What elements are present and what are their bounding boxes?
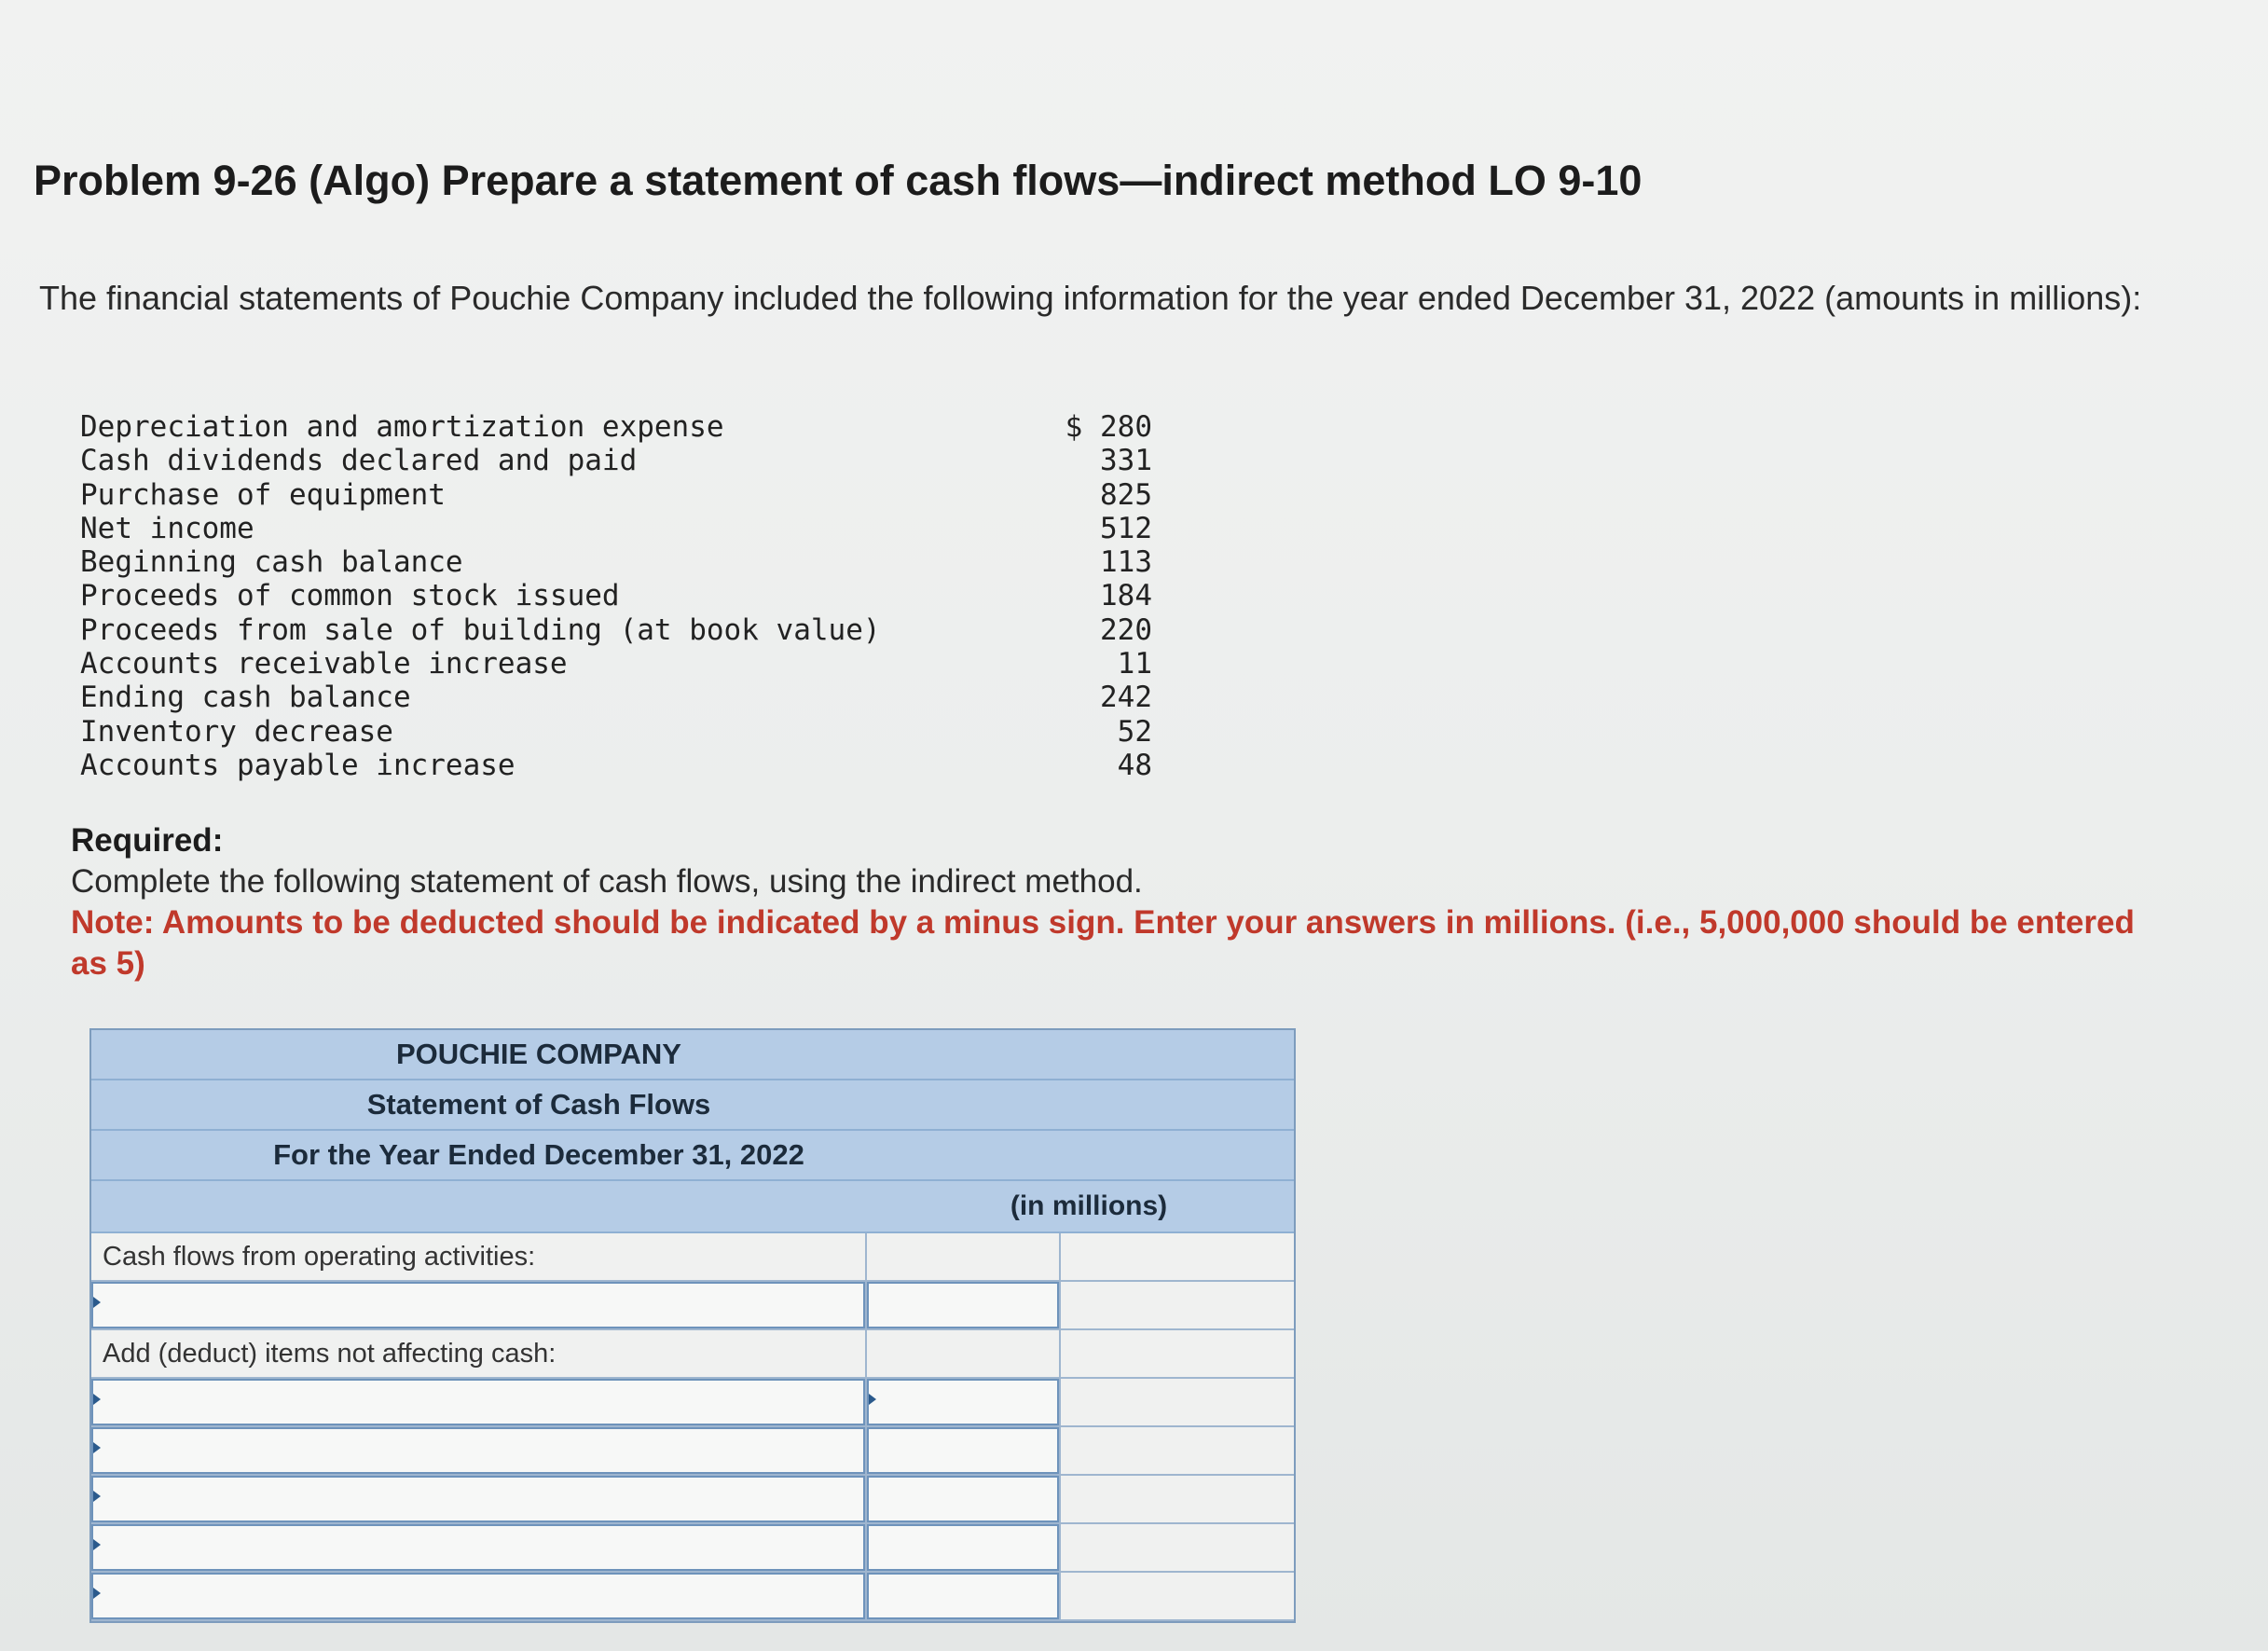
line-item-select[interactable] [91,1282,867,1328]
dropdown-input[interactable] [91,1282,865,1328]
table-row [91,1379,1294,1427]
given-row [80,749,1152,782]
line-item-select[interactable] [91,1379,867,1425]
units-label: (in millions) [1010,1190,1168,1221]
units-row [91,1181,1294,1233]
given-label: Ending cash balance [80,681,411,715]
given-value: 242 [1100,681,1152,715]
required-text: Complete the following statement of cash flows, using the indirect method. [71,863,1143,900]
table-row [91,1427,1294,1476]
given-label: Purchase of equipment [80,477,446,512]
given-row [80,512,1152,545]
given-value: 184 [1100,579,1152,613]
given-row [80,444,1152,477]
given-label: Accounts receivable increase [80,647,568,681]
cash-flow-statement-table [89,1028,1296,1623]
empty-cell [1061,1573,1294,1619]
given-label: Proceeds from sale of building (at book value) [80,612,881,647]
statement-company: POUCHIE COMPANY [91,1030,1294,1080]
given-label: Net income [80,511,254,545]
line-item-select[interactable] [91,1524,867,1571]
required-note: Note: Amounts to be deducted should be indicated by a minus sign. Enter your answers in millions. (i.e., 5,000,000 should be entered as 5) [71,904,2135,982]
given-value: 52 [1117,714,1152,749]
amount-input[interactable] [867,1573,1059,1619]
given-label: Cash dividends declared and paid [80,444,638,478]
table-row [91,1524,1294,1573]
empty-cell [1061,1524,1294,1571]
empty-cell [1061,1330,1294,1377]
given-data-list [80,410,1152,782]
dropdown-input[interactable] [91,1476,865,1522]
given-value: 48 [1117,748,1152,782]
given-value: 825 [1100,477,1152,512]
amount-input[interactable] [867,1524,1059,1571]
statement-period: For the Year Ended December 31, 2022 [91,1131,1294,1181]
given-row [80,410,1152,444]
given-value: 512 [1100,511,1152,545]
table-row [91,1233,1294,1282]
table-row [91,1330,1294,1379]
adjust-label: Add (deduct) items not affecting cash: [91,1330,867,1377]
table-row [91,1282,1294,1330]
amount-input[interactable] [867,1476,1059,1522]
empty-cell [867,1233,1061,1280]
empty-cell [1061,1379,1294,1425]
amount-input[interactable] [867,1282,1059,1328]
given-value: 331 [1100,444,1152,478]
given-label: Depreciation and amortization expense [80,410,724,444]
empty-cell [1061,1476,1294,1522]
dropdown-input[interactable] [91,1573,865,1619]
given-label: Beginning cash balance [80,545,463,580]
given-row [80,579,1152,612]
empty-cell [867,1330,1061,1377]
given-value: 11 [1117,647,1152,681]
dropdown-input[interactable] [91,1427,865,1474]
given-value: $ 280 [1065,410,1152,444]
amount-cell[interactable] [867,1282,1061,1328]
given-label: Inventory decrease [80,714,393,749]
amount-input[interactable] [867,1379,1059,1425]
given-row [80,715,1152,749]
table-row [91,1476,1294,1524]
problem-intro: The financial statements of Pouchie Company included the following information for the year ended December 31, 2022 (amounts in millions): [39,279,2142,317]
given-row [80,478,1152,512]
empty-cell [1061,1233,1294,1280]
amount-input[interactable] [867,1427,1059,1474]
given-label: Accounts payable increase [80,748,515,782]
amount-cell[interactable] [867,1524,1061,1571]
empty-cell [1061,1282,1294,1328]
amount-cell[interactable] [867,1379,1061,1425]
dropdown-input[interactable] [91,1524,865,1571]
statement-name: Statement of Cash Flows [91,1080,1294,1131]
given-row [80,545,1152,579]
dropdown-input[interactable] [91,1379,865,1425]
amount-cell[interactable] [867,1573,1061,1619]
table-row [91,1573,1294,1621]
line-item-select[interactable] [91,1573,867,1619]
line-item-select[interactable] [91,1427,867,1474]
given-row [80,681,1152,714]
required-heading: Required: [71,822,224,859]
given-label: Proceeds of common stock issued [80,579,620,613]
amount-cell[interactable] [867,1476,1061,1522]
given-row [80,647,1152,681]
given-value: 113 [1100,545,1152,580]
line-item-select[interactable] [91,1476,867,1522]
operating-label: Cash flows from operating activities: [91,1233,867,1280]
required-section [71,820,2150,984]
given-row [80,613,1152,647]
empty-cell [1061,1427,1294,1474]
given-value: 220 [1100,612,1152,647]
problem-title: Problem 9-26 (Algo) Prepare a statement of cash flows—indirect method LO 9-10 [34,157,1643,204]
amount-cell[interactable] [867,1427,1061,1474]
